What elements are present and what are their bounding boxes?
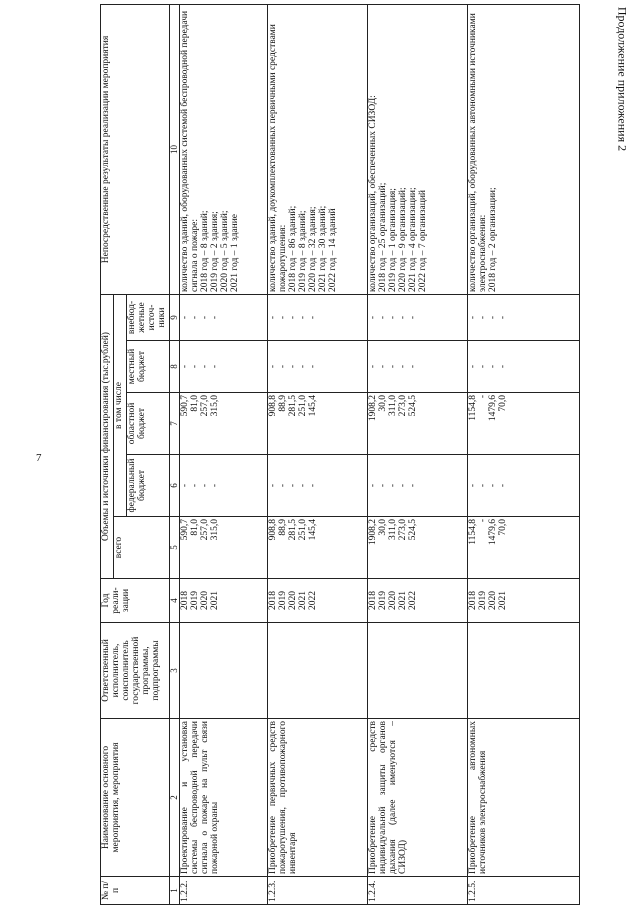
- total-value: 1154,8: [468, 519, 479, 545]
- regional-value: 311,0: [388, 395, 399, 417]
- federal-value: -: [298, 483, 309, 488]
- total-cell: [180, 517, 268, 579]
- local-cell: [268, 341, 368, 393]
- column-number: 10: [169, 4, 179, 294]
- local-value: -: [368, 364, 379, 369]
- extra-value: -: [398, 315, 409, 320]
- extra-value: -: [388, 315, 399, 320]
- federal-value: -: [278, 483, 289, 488]
- local-value: -: [378, 364, 389, 369]
- extra-value: -: [190, 315, 201, 320]
- federal-value: -: [368, 483, 379, 488]
- local-value: -: [488, 364, 499, 369]
- regional-value: 70,0: [498, 395, 509, 412]
- result-line: количество зданий, оборудованных системой беспроводной передачи сигнала о пожаре:: [180, 10, 201, 292]
- local-cell: [468, 341, 580, 393]
- extra-value: -: [498, 315, 509, 320]
- extra-value: -: [288, 315, 299, 320]
- header-name: Наименование основного мероприятия, мероприятия: [101, 719, 170, 877]
- result-line: количество зданий, доукомплектованных первичными средствами пожаротушения:: [268, 24, 289, 292]
- column-number: 1: [169, 877, 179, 905]
- year-value: 2018: [268, 591, 279, 610]
- regional-value: 524,5: [408, 395, 419, 417]
- extra-value: -: [478, 315, 489, 320]
- local-value: -: [308, 364, 319, 369]
- result-line: количество организаций, оборудованных автономными источниками электроснабжения:: [468, 13, 489, 292]
- header-funding: Объемы и источники финансирования (тыс.рублей): [101, 294, 114, 578]
- header-executor: Ответственный исполнитель, соисполнитель государственной программы, подпрограммы: [101, 623, 170, 719]
- federal-value: -: [398, 483, 409, 488]
- federal-cell: [268, 455, 368, 517]
- local-cell: [368, 341, 468, 393]
- year-cell: [268, 579, 368, 623]
- year-value: 2019: [190, 591, 201, 610]
- total-value: 1479,6: [488, 519, 499, 546]
- federal-value: -: [388, 483, 399, 488]
- activity-name-cell: [180, 719, 268, 877]
- row-number-cell: [180, 877, 268, 905]
- federal-value: -: [210, 483, 221, 488]
- federal-cell: [180, 455, 268, 517]
- result-line: 2021 год – 4 организации;: [408, 187, 419, 292]
- extra-value: -: [368, 315, 379, 320]
- extra-value: -: [298, 315, 309, 320]
- local-value: -: [388, 364, 399, 369]
- column-number: 9: [169, 294, 179, 340]
- federal-value: -: [488, 483, 499, 488]
- total-value: 88,9: [278, 519, 289, 536]
- header-local: местный бюджет: [126, 341, 169, 393]
- result-line: 2020 год – 5 зданий;: [220, 210, 231, 292]
- extra-value: -: [308, 315, 319, 320]
- federal-value: -: [180, 483, 191, 488]
- regional-value: 315,0: [210, 395, 221, 417]
- appendix-title-text: Продолжение приложения 2: [615, 6, 630, 152]
- executor-cell: [468, 623, 580, 719]
- federal-value: -: [408, 483, 419, 488]
- executor-cell: [180, 623, 268, 719]
- year-value: 2018: [180, 591, 191, 610]
- local-value: -: [298, 364, 309, 369]
- total-cell: [268, 517, 368, 579]
- activity-name: Приобретение первичных средств пожаротушения, противопожарного инвентаря: [268, 721, 299, 874]
- column-number: 6: [169, 455, 179, 517]
- regional-value: 257,0: [200, 395, 211, 417]
- regional-value: 273,0: [398, 395, 409, 417]
- regional-value: 908,8: [268, 395, 279, 417]
- total-value: 311,0: [388, 519, 399, 541]
- federal-value: -: [268, 483, 279, 488]
- regional-value: 1154,8: [468, 395, 479, 421]
- local-value: -: [408, 364, 419, 369]
- table-row: [268, 4, 368, 904]
- federal-value: -: [190, 483, 201, 488]
- total-value: 1908,2: [368, 519, 379, 546]
- result-line: 2022 год – 7 организаций: [418, 190, 429, 292]
- row-number: 1.2.4.: [368, 880, 379, 902]
- extra-cell: [180, 294, 268, 340]
- year-value: 2022: [308, 591, 319, 610]
- extra-cell: [468, 294, 580, 340]
- year-cell: [368, 579, 468, 623]
- header-row-1: [101, 4, 114, 904]
- header-year: Год реали-зации: [101, 579, 170, 623]
- year-cell: [468, 579, 580, 623]
- extra-value: -: [488, 315, 499, 320]
- appendix-title: [612, 6, 632, 152]
- federal-value: -: [478, 483, 489, 488]
- column-numbers-row: [169, 4, 179, 904]
- total-value: 908,8: [268, 519, 279, 541]
- table-row: [180, 4, 268, 904]
- result-line: 2019 год – 2 здания;: [210, 211, 221, 292]
- total-value: 590,7: [180, 519, 191, 541]
- year-value: 2022: [408, 591, 419, 610]
- local-value: -: [498, 364, 509, 369]
- regional-value: 88,9: [278, 395, 289, 412]
- activity-name: Проектирование и установка системы беспроводной передачи сигнала о пожаре на пульт связи пожарной охраны: [180, 721, 221, 874]
- federal-cell: [468, 455, 580, 517]
- extra-value: -: [378, 315, 389, 320]
- regional-value: -: [478, 395, 489, 399]
- year-value: 2020: [488, 591, 499, 610]
- year-value: 2019: [378, 591, 389, 610]
- local-value: -: [398, 364, 409, 369]
- regional-value: 1908,2: [368, 395, 379, 422]
- regional-value: 145,4: [308, 395, 319, 417]
- local-value: -: [210, 364, 221, 369]
- result-line: 2022 год – 14 зданий: [328, 208, 339, 292]
- regional-value: 590,7: [180, 395, 191, 417]
- total-value: 281,5: [288, 519, 299, 541]
- table-row: [468, 4, 580, 904]
- total-cell: [468, 517, 580, 579]
- regional-value: 281,5: [288, 395, 299, 417]
- result-line: количество организаций, обеспеченных СИЗОД:: [368, 95, 379, 292]
- year-value: 2019: [478, 591, 489, 610]
- extra-cell: [368, 294, 468, 340]
- total-value: -: [478, 519, 489, 523]
- local-value: -: [468, 364, 479, 369]
- total-value: 30,0: [378, 519, 389, 536]
- regional-value: 251,0: [298, 395, 309, 417]
- total-value: 273,0: [398, 519, 409, 541]
- result-line: 2020 год – 32 здания;: [308, 206, 319, 292]
- row-number-cell: [468, 877, 580, 905]
- activity-name-cell: [368, 719, 468, 877]
- federal-value: -: [378, 483, 389, 488]
- results-cell: [468, 4, 580, 294]
- extra-value: -: [210, 315, 221, 320]
- row-number: 1.2.3.: [268, 880, 279, 902]
- year-value: 2018: [468, 591, 479, 610]
- result-line: 2019 год – 1 организация;: [388, 188, 399, 292]
- results-cell: [268, 4, 368, 294]
- row-number-cell: [268, 877, 368, 905]
- year-value: 2021: [498, 591, 509, 610]
- row-number: 1.2.5.: [468, 880, 479, 902]
- federal-value: -: [308, 483, 319, 488]
- regional-cell: [180, 393, 268, 455]
- regional-cell: [468, 393, 580, 455]
- extra-value: -: [278, 315, 289, 320]
- local-value: -: [288, 364, 299, 369]
- row-number: 1.2.2.: [180, 880, 191, 902]
- total-value: 257,0: [200, 519, 211, 541]
- total-value: 81,0: [190, 519, 201, 536]
- local-value: -: [268, 364, 279, 369]
- total-value: 251,0: [298, 519, 309, 541]
- column-number: 2: [169, 719, 179, 877]
- table-row: [368, 4, 468, 904]
- funding-table: [100, 4, 580, 905]
- column-number: 3: [169, 623, 179, 719]
- year-value: 2021: [210, 591, 221, 610]
- federal-cell: [368, 455, 468, 517]
- result-line: 2018 год – 86 зданий;: [288, 205, 299, 292]
- year-value: 2020: [388, 591, 399, 610]
- header-extra: внебюд-жетные источ-ники: [126, 294, 169, 340]
- results-cell: [368, 4, 468, 294]
- extra-value: -: [268, 315, 279, 320]
- result-line: 2021 год – 1 здание: [230, 213, 241, 292]
- year-value: 2021: [298, 591, 309, 610]
- total-value: 145,4: [308, 519, 319, 541]
- year-value: 2018: [368, 591, 379, 610]
- header-including: в том числе: [113, 294, 126, 516]
- regional-value: 30,0: [378, 395, 389, 412]
- header-num: № п/п: [101, 877, 170, 905]
- regional-value: 81,0: [190, 395, 201, 412]
- year-cell: [180, 579, 268, 623]
- column-number: 5: [169, 517, 179, 579]
- rotated-table-wrapper: [100, 5, 580, 905]
- extra-value: -: [468, 315, 479, 320]
- regional-cell: [268, 393, 368, 455]
- header-regional: областной бюджет: [126, 393, 169, 455]
- federal-value: -: [498, 483, 509, 488]
- extra-value: -: [180, 315, 191, 320]
- executor-cell: [368, 623, 468, 719]
- total-cell: [368, 517, 468, 579]
- extra-value: -: [200, 315, 211, 320]
- total-value: 524,5: [408, 519, 419, 541]
- extra-cell: [268, 294, 368, 340]
- local-cell: [180, 341, 268, 393]
- column-number: 8: [169, 341, 179, 393]
- local-value: -: [278, 364, 289, 369]
- header-total: всего: [113, 517, 169, 579]
- column-number: 7: [169, 393, 179, 455]
- year-value: 2020: [288, 591, 299, 610]
- result-line: 2018 год – 2 организации;: [488, 187, 499, 292]
- column-number: 4: [169, 579, 179, 623]
- results-cell: [180, 4, 268, 294]
- activity-name-cell: [468, 719, 580, 877]
- local-value: -: [478, 364, 489, 369]
- federal-value: -: [288, 483, 299, 488]
- result-line: 2019 год – 8 зданий;: [298, 210, 309, 292]
- year-value: 2020: [200, 591, 211, 610]
- local-value: -: [190, 364, 201, 369]
- extra-value: -: [408, 315, 419, 320]
- result-line: 2018 год – 8 зданий;: [200, 210, 211, 292]
- result-line: 2020 год – 9 организаций;: [398, 187, 409, 292]
- federal-value: -: [200, 483, 211, 488]
- activity-name: Приобретение автономных источников электроснабжения: [468, 721, 489, 874]
- year-value: 2021: [398, 591, 409, 610]
- header-federal: федеральный бюджет: [126, 455, 169, 517]
- page-number: 7: [36, 452, 42, 464]
- total-value: 70,0: [498, 519, 509, 536]
- regional-cell: [368, 393, 468, 455]
- regional-value: 1479,6: [488, 395, 499, 422]
- local-value: -: [200, 364, 211, 369]
- row-number-cell: [368, 877, 468, 905]
- activity-name: Приобретение средств индивидуальной защиты органов дыхания (далее именуются – СИЗОД): [368, 721, 409, 874]
- header-results: Непосредственные результаты реализации мероприятия: [101, 4, 170, 294]
- local-value: -: [180, 364, 191, 369]
- activity-name-cell: [268, 719, 368, 877]
- result-line: 2021 год – 30 зданий;: [318, 205, 329, 292]
- result-line: 2018 год – 25 организаций;: [378, 182, 389, 292]
- year-value: 2019: [278, 591, 289, 610]
- table-body: [180, 4, 580, 904]
- total-value: 315,0: [210, 519, 221, 541]
- federal-value: -: [468, 483, 479, 488]
- executor-cell: [268, 623, 368, 719]
